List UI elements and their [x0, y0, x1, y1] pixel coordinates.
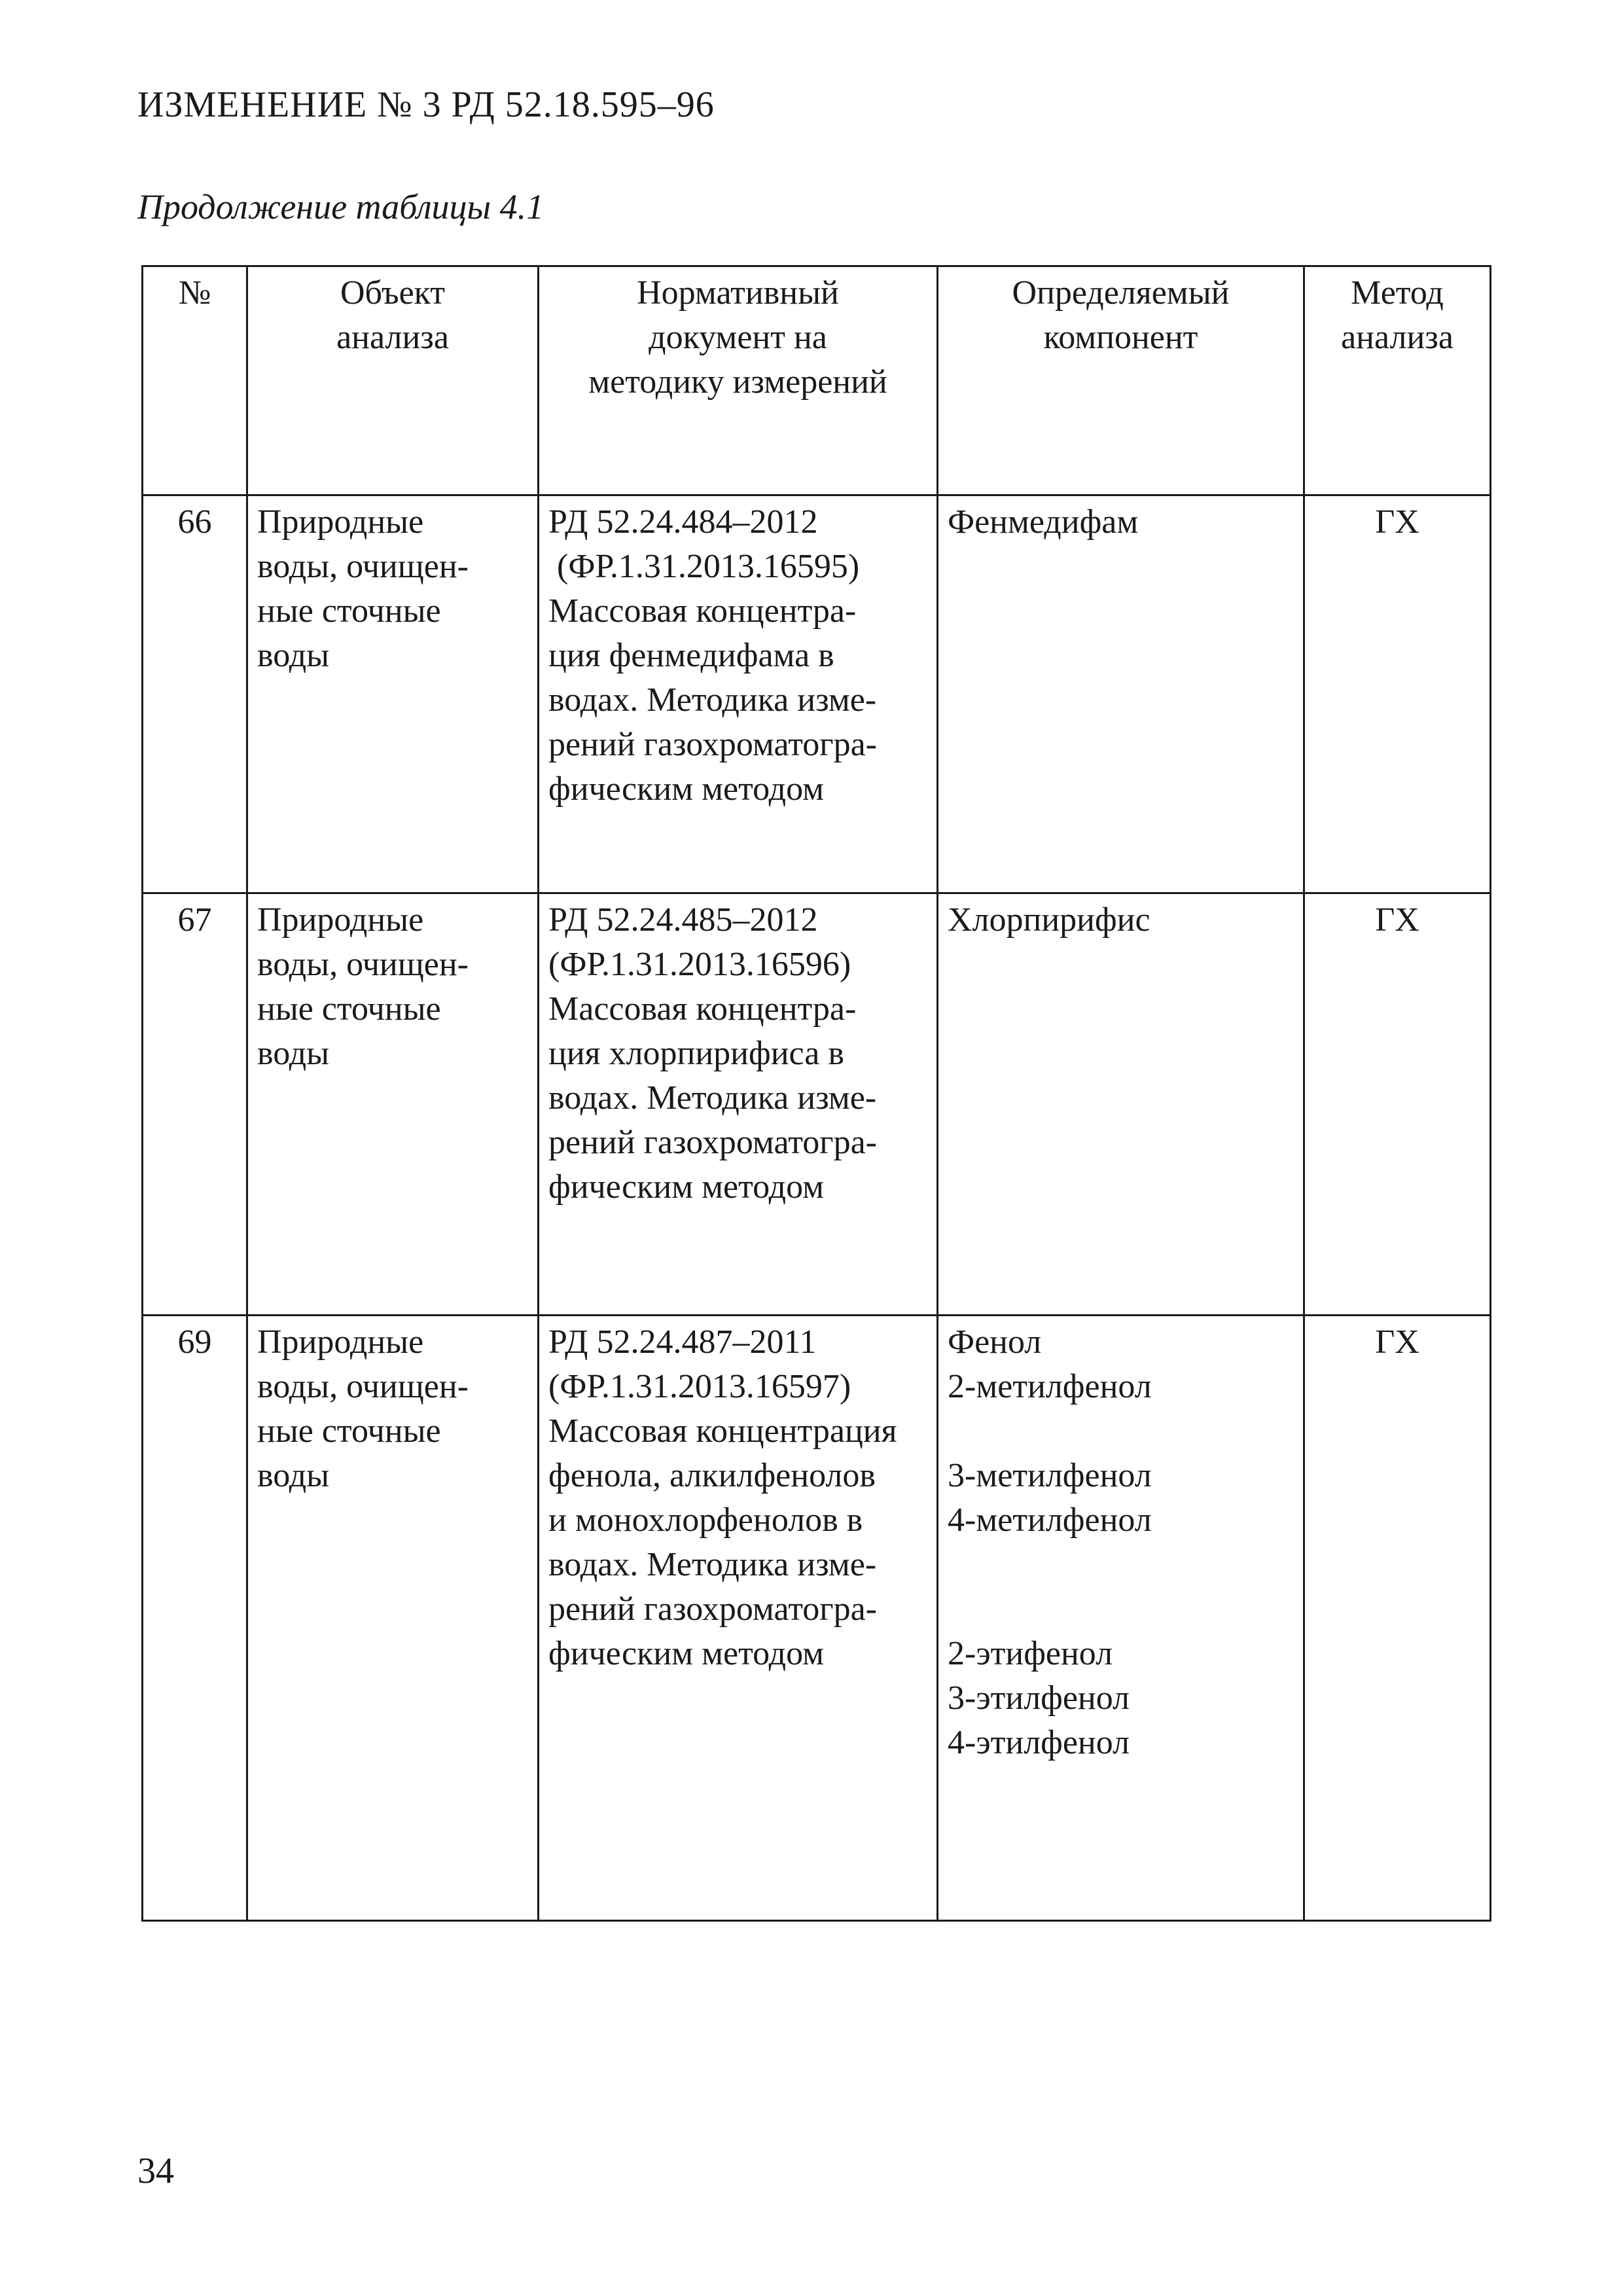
row-number: 69: [143, 1316, 247, 1921]
row-component: Фенмедифам: [938, 495, 1304, 893]
table-header-row: [143, 266, 1491, 495]
header-document: Нормативный документ на методику измерений: [539, 266, 938, 495]
row-object: Природные воды, очищен- ные сточные воды: [247, 495, 539, 893]
analysis-methods-table: [141, 265, 1491, 1922]
table-row: [143, 1316, 1491, 1921]
row-number: 67: [143, 893, 247, 1316]
table-continuation-caption: Продолжение таблицы 4.1: [137, 187, 544, 226]
row-document: РД 52.24.484–2012 (ФР.1.31.2013.16595) Массовая концентра- ция фенмедифама в водах. Методика изме- рений газохроматогра- фическим методом: [539, 495, 938, 893]
row-method: ГХ: [1304, 893, 1491, 1316]
row-component: Хлорпирифис: [938, 893, 1304, 1316]
row-object: Природные воды, очищен- ные сточные воды: [247, 1316, 539, 1921]
table-row: [143, 495, 1491, 893]
row-document: РД 52.24.485–2012 (ФР.1.31.2013.16596) Массовая концентра- ция хлорпирифиса в водах. Методика изме- рений газохроматогра- фическим методом: [539, 893, 938, 1316]
header-object: Объект анализа: [247, 266, 539, 495]
page-number: 34: [137, 2151, 174, 2191]
row-number: 66: [143, 495, 247, 893]
row-method: ГХ: [1304, 495, 1491, 893]
row-object: Природные воды, очищен- ные сточные воды: [247, 893, 539, 1316]
document-title: ИЗМЕНЕНИЕ № 3 РД 52.18.595–96: [137, 84, 715, 125]
table-row: [143, 893, 1491, 1316]
row-document: РД 52.24.487–2011 (ФР.1.31.2013.16597) Массовая концентрация фенола, алкилфенолов и монохлорфенолов в водах. Методика изме- рений газохроматогра- фическим методом: [539, 1316, 938, 1921]
header-method: Метод анализа: [1304, 266, 1491, 495]
row-method: ГХ: [1304, 1316, 1491, 1921]
row-component: Фенол 2-метилфенол 3-метилфенол 4-метилфенол 2-этифенол 3-этилфенол 4-этилфенол: [938, 1316, 1304, 1921]
header-component: Определяемый компонент: [938, 266, 1304, 495]
header-num: №: [143, 266, 247, 495]
